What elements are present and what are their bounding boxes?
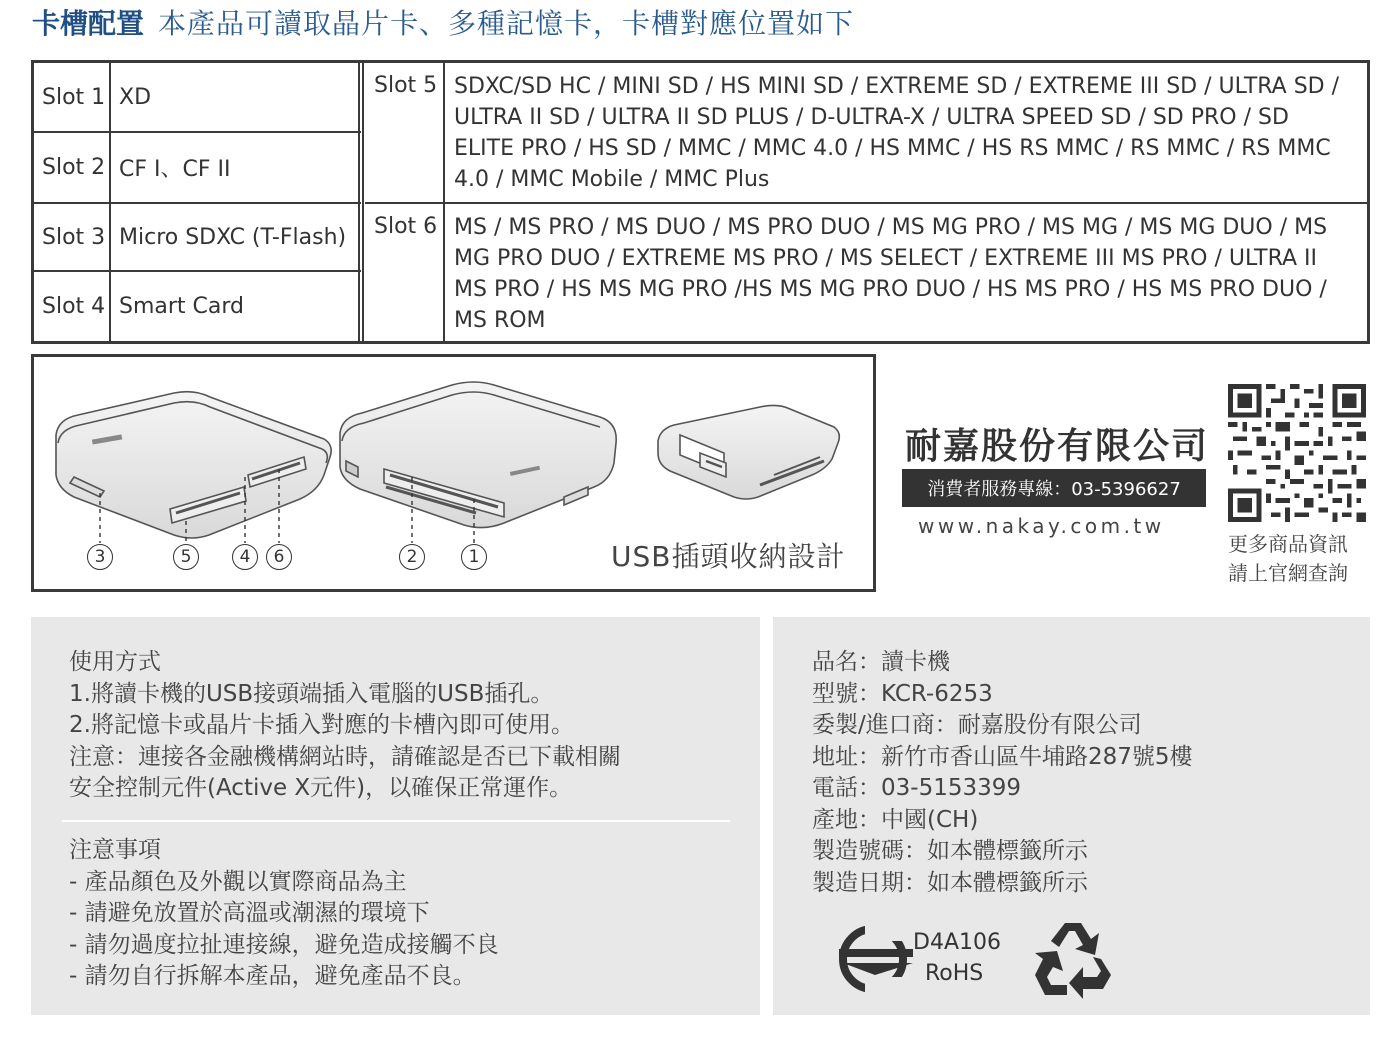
slot-row bbox=[365, 63, 1367, 204]
qr-code-icon[interactable] bbox=[1228, 384, 1366, 522]
title-strong: 卡槽配置 bbox=[32, 7, 145, 40]
slot-row bbox=[365, 204, 1367, 341]
company-website[interactable]: www.nakay.com.tw bbox=[918, 514, 1165, 538]
usb-storage-caption: USB插頭收納設計 bbox=[611, 540, 846, 573]
spec-line: 型號：KCR-6253 bbox=[812, 680, 993, 707]
product-specs bbox=[812, 647, 1362, 899]
usage-panel bbox=[31, 617, 760, 1015]
slot-number: Slot 5 bbox=[365, 63, 445, 202]
specs-panel bbox=[773, 617, 1370, 1015]
slot-table-left bbox=[34, 63, 361, 341]
slot-card-types: Micro SDXC (T-Flash) bbox=[119, 224, 347, 250]
notes-line: - 請勿自行拆解本產品，避免產品不良。 bbox=[69, 963, 476, 989]
customer-hotline: 消費者服務專線：03-5396627 bbox=[902, 469, 1206, 507]
usage-line: 安全控制元件(Active X元件)，以確保正常運作。 bbox=[69, 775, 573, 801]
slot-row bbox=[34, 133, 361, 204]
slot-label-1: 1 bbox=[461, 544, 487, 570]
usage-heading: 使用方式 bbox=[69, 649, 161, 675]
device-view-2 bbox=[340, 382, 616, 528]
table-double-divider bbox=[358, 63, 364, 341]
device-view-1 bbox=[56, 392, 331, 538]
qr-note-line: 請上官網查詢 bbox=[1228, 561, 1348, 585]
slot-number: Slot 6 bbox=[365, 204, 445, 341]
rohs-label: RoHS bbox=[925, 961, 984, 986]
notes-line: - 請勿過度拉扯連接線，避免造成接觸不良 bbox=[69, 931, 499, 958]
slot-label-5: 5 bbox=[173, 544, 199, 570]
notes-heading: 注意事項 bbox=[69, 837, 161, 863]
certification-text bbox=[913, 927, 1001, 989]
slot-table bbox=[31, 60, 1370, 344]
notes-section bbox=[69, 835, 749, 993]
slot-label-2: 2 bbox=[399, 544, 425, 570]
slot-label-3: 3 bbox=[87, 544, 113, 570]
page-title bbox=[32, 4, 854, 44]
usage-line: 2.將記憶卡或晶片卡插入對應的卡槽內即可使用。 bbox=[69, 712, 574, 738]
usage-line: 注意：連接各金融機構網站時，請確認是否已下載相關 bbox=[69, 743, 621, 770]
slot-number: Slot 2 bbox=[34, 133, 111, 202]
title-description: 本產品可讀取晶片卡、多種記憶卡，卡槽對應位置如下 bbox=[158, 7, 855, 40]
device-view-3 bbox=[658, 405, 839, 499]
slot-number: Slot 1 bbox=[34, 63, 111, 131]
slot-row bbox=[34, 204, 361, 272]
certification-code: D4A106 bbox=[913, 930, 1001, 955]
bsmi-certification-icon bbox=[835, 919, 925, 999]
slot-card-types: Smart Card bbox=[119, 294, 245, 319]
usage-line: 1.將讀卡機的USB接頭端插入電腦的USB插孔。 bbox=[69, 680, 554, 707]
usage-section bbox=[69, 647, 749, 805]
slot-row bbox=[34, 63, 361, 133]
recycle-icon bbox=[1031, 919, 1115, 1001]
slot-label-6: 6 bbox=[266, 544, 292, 570]
slot-number: Slot 4 bbox=[34, 272, 111, 341]
notes-line: - 請避免放置於高溫或潮濕的環境下 bbox=[69, 900, 430, 926]
spec-line: 製造日期：如本體標籤所示 bbox=[812, 869, 1088, 896]
qr-note bbox=[1228, 530, 1368, 588]
spec-line: 電話：03-5153399 bbox=[812, 775, 1021, 801]
company-name: 耐嘉股份有限公司 bbox=[905, 426, 1210, 467]
slot-card-types: CF I、CF II bbox=[119, 157, 231, 182]
spec-line: 產地：中國(CH) bbox=[812, 806, 979, 833]
spec-line: 製造號碼：如本體標籤所示 bbox=[812, 838, 1088, 864]
qr-note-line: 更多商品資訊 bbox=[1228, 532, 1348, 556]
slot-row bbox=[34, 272, 361, 341]
slot-card-types: SDXC/SD HC / MINI SD / HS MINI SD / EXTREME SD / EXTREME III SD / ULTRA SD / ULTRA II SD / ULTRA II SD PLUS / D-ULTRA-X / ULTRA SPEED SD / SD PRO / SD ELITE PRO / HS SD / MMC / MMC 4.0 / HS MMC / HS RS MMC / RS MMC / RS MMC 4.0 / MMC Mobile / MMC Plus bbox=[454, 74, 1340, 192]
product-illustration bbox=[31, 354, 876, 592]
slot-card-types: MS / MS PRO / MS DUO / MS PRO DUO / MS MG PRO / MS MG / MS MG DUO / MS MG PRO DUO / EXTREME MS PRO / MS SELECT / EXTREME III MS PRO / ULTRA II MS PRO / HS MS MG PRO /HS MS MG PRO DUO / HS MS PRO / HS MS PRO DUO / MS ROM bbox=[454, 215, 1328, 333]
spec-line: 委製/進口商：耐嘉股份有限公司 bbox=[812, 712, 1142, 738]
slot-number: Slot 3 bbox=[34, 204, 111, 270]
notes-line: - 產品顏色及外觀以實際商品為主 bbox=[69, 868, 407, 895]
slot-card-types: XD bbox=[119, 84, 152, 110]
slot-label-4: 4 bbox=[232, 544, 258, 570]
panel-divider bbox=[62, 820, 730, 822]
spec-line: 品名：讀卡機 bbox=[812, 649, 950, 675]
spec-line: 地址：新竹市香山區牛埔路287號5樓 bbox=[812, 743, 1193, 770]
